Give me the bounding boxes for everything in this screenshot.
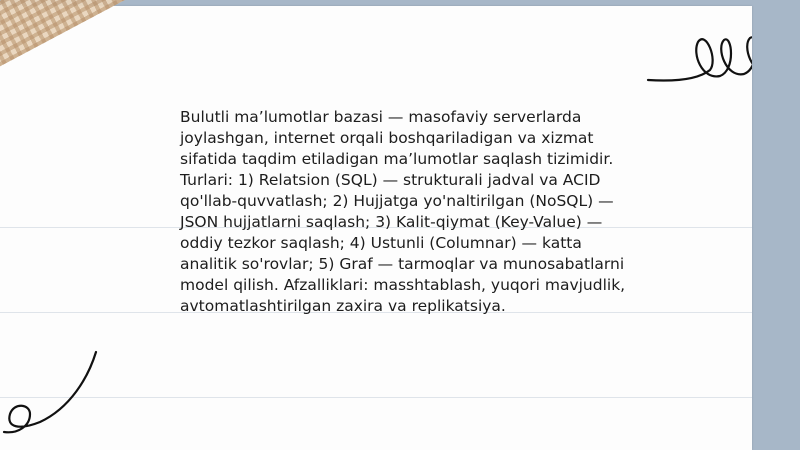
body-paragraph: Bulutli ma’lumotlar bazasi — masofaviy serverlarda joylashgan, internet orqali boshqariladigan va xizmat sifatida taqdim etiladigan ma’lumotlar saqlash tizimidir. Turlari: 1) Relatsion (SQL) — strukturali jadval va ACID qo'llab-quvvatlash; 2) Hujjatga yo'naltirilgan (NoSQL) — JSON hujjatlarni saqlash; 3) Kalit-qiymat (Key-Value) — oddiy tezkor saqlash; 4) Ustunli (Columnar) — katta analitik so'rovlar; 5) Graf — tarmoqlar va munosabatlarni model qilish. Afzalliklari: masshtablash, yuqori mavjudlik, avtomatlashtirilgan zaxira va replikatsiya. — [180, 108, 626, 315]
loop-scribble-icon — [640, 20, 752, 90]
ruled-line — [0, 397, 752, 398]
paper-sheet — [0, 6, 752, 450]
swirl-scribble-icon — [0, 348, 110, 438]
